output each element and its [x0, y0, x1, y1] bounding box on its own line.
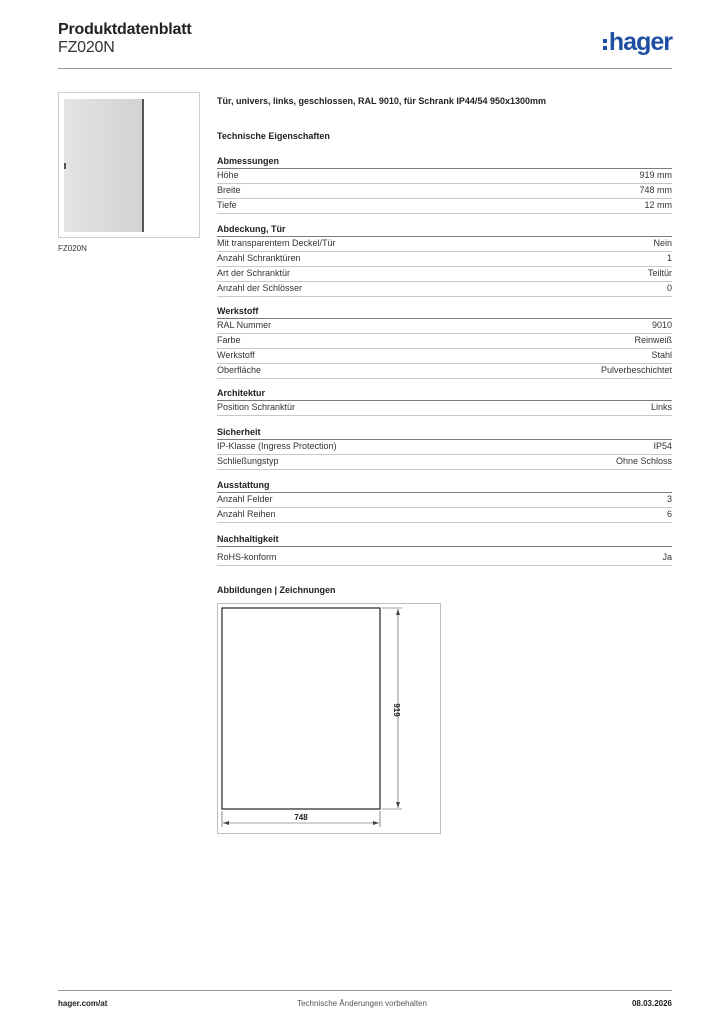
row-label: Höhe — [217, 170, 239, 180]
section-title: Werkstoff — [217, 305, 672, 319]
drawings-heading: Abbildungen | Zeichnungen — [217, 585, 336, 595]
row-label: Anzahl Felder — [217, 494, 273, 504]
section-safety — [217, 426, 672, 470]
footer-website-link[interactable]: hager.com/at — [58, 999, 108, 1008]
row-label: Schließungstyp — [217, 456, 279, 466]
door-outline — [222, 608, 380, 809]
row-value: Reinweiß — [634, 335, 672, 345]
row-value: 3 — [666, 494, 672, 504]
row-label: Anzahl der Schlösser — [217, 283, 303, 293]
row-label: Werkstoff — [217, 350, 255, 360]
section-dimensions — [217, 155, 672, 214]
technical-properties-heading: Technische Eigenschaften — [217, 131, 330, 141]
logo-dots-icon — [603, 39, 607, 50]
row-value: 919 mm — [639, 170, 672, 180]
width-label: 748 — [294, 813, 308, 822]
table-row — [217, 349, 672, 364]
table-row — [217, 319, 672, 334]
section-title: Abmessungen — [217, 155, 672, 169]
footer-notice: Technische Änderungen vorbehalten — [297, 999, 427, 1008]
hager-logo[interactable] — [603, 28, 672, 57]
section-material — [217, 305, 672, 379]
row-label: Oberfläche — [217, 365, 262, 375]
section-title: Abdeckung, Tür — [217, 223, 672, 237]
door-illustration — [64, 99, 144, 232]
footer-date: 08.03.2026 — [631, 999, 672, 1008]
row-label: Mit transparentem Deckel/Tür — [217, 238, 336, 248]
table-row — [217, 267, 672, 282]
section-title: Sicherheit — [217, 426, 672, 440]
arrow-up-icon — [396, 609, 400, 615]
table-row — [217, 199, 672, 214]
table-row — [217, 364, 672, 379]
section-title: Architektur — [217, 387, 672, 401]
row-label: RoHS-konform — [217, 552, 277, 562]
row-value: 0 — [666, 283, 672, 293]
row-value: 12 mm — [644, 200, 672, 210]
product-code: FZ020N — [58, 39, 115, 56]
row-label: Tiefe — [217, 200, 237, 210]
row-label: Art der Schranktür — [217, 268, 291, 278]
section-architecture — [217, 387, 672, 416]
section-title: Nachhaltigkeit — [217, 533, 672, 547]
table-row — [217, 237, 672, 252]
table-row — [217, 440, 672, 455]
row-label: IP-Klasse (Ingress Protection) — [217, 441, 337, 451]
row-label: Position Schranktür — [217, 402, 296, 412]
row-value: Teiltür — [647, 268, 672, 278]
row-value: Stahl — [651, 350, 672, 360]
height-label: 919 — [392, 703, 401, 717]
table-row — [217, 252, 672, 267]
arrow-down-icon — [396, 802, 400, 808]
table-row — [217, 508, 672, 523]
row-value: IP54 — [653, 441, 672, 451]
row-value: Ja — [662, 552, 672, 562]
table-row — [217, 551, 672, 566]
arrow-left-icon — [223, 821, 229, 825]
door-hinge-icon — [64, 163, 66, 169]
table-row — [217, 493, 672, 508]
logo-text: hager — [608, 28, 672, 56]
row-label: Anzahl Reihen — [217, 509, 276, 519]
row-label: Anzahl Schranktüren — [217, 253, 301, 263]
row-value: 9010 — [651, 320, 672, 330]
row-value: 748 mm — [639, 185, 672, 195]
technical-drawing — [217, 603, 441, 834]
table-row — [217, 184, 672, 199]
row-value: 6 — [666, 509, 672, 519]
row-value: Nein — [653, 238, 672, 248]
document-title: Produktdatenblatt — [58, 21, 192, 38]
row-value: Links — [650, 402, 672, 412]
row-value: Ohne Schloss — [615, 456, 672, 466]
row-label: Farbe — [217, 335, 241, 345]
product-image — [58, 92, 200, 238]
header-divider — [58, 68, 672, 69]
table-row — [217, 401, 672, 416]
table-row — [217, 169, 672, 184]
section-equipment — [217, 479, 672, 523]
drawing-svg — [218, 604, 440, 833]
product-description: Tür, univers, links, geschlossen, RAL 9010, für Schrank IP44/54 950x1300mm — [217, 96, 546, 106]
table-row — [217, 334, 672, 349]
table-row — [217, 455, 672, 470]
row-value: 1 — [666, 253, 672, 263]
row-label: Breite — [217, 185, 241, 195]
row-value: Pulverbeschichtet — [600, 365, 672, 375]
section-title: Ausstattung — [217, 479, 672, 493]
table-row — [217, 282, 672, 297]
footer-divider — [58, 990, 672, 991]
section-cover-door — [217, 223, 672, 297]
product-image-caption: FZ020N — [58, 244, 87, 253]
row-label: RAL Nummer — [217, 320, 272, 330]
section-sustainability — [217, 533, 672, 566]
arrow-right-icon — [373, 821, 379, 825]
